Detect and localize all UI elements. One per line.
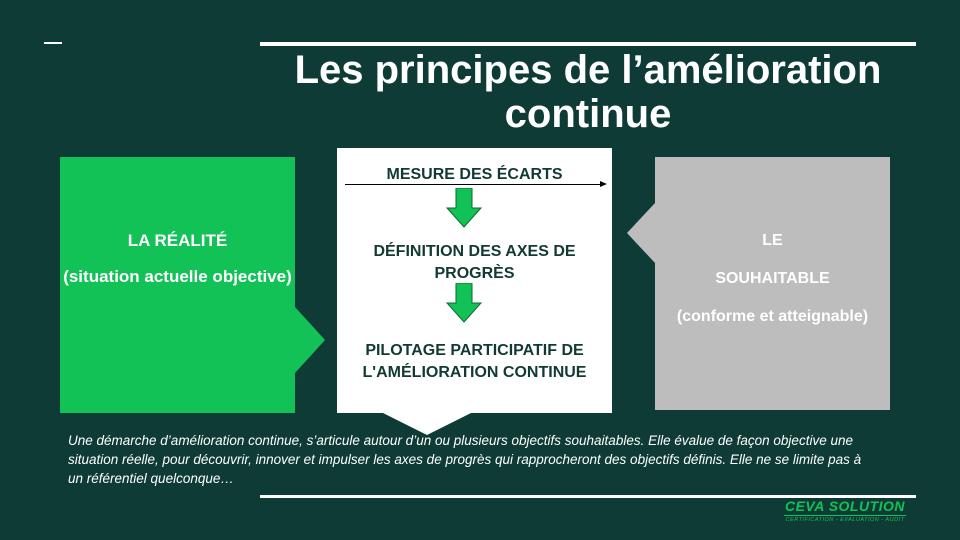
title-top-rule xyxy=(260,42,916,46)
reality-heading: LA RÉALITÉ xyxy=(127,231,228,250)
desirable-line-3: (conforme et atteignable) xyxy=(676,308,869,325)
description-paragraph: Une démarche d’amélioration continue, s’articule autour d’un ou plusieurs objectifs souhaitables. Elle évalue de façon objective une situation réelle, pour découvrir, innover et impulser les axes de progrès qui rapprocheront des objectifs définis. Elle ne se limite pas à un référentiel quelconque… xyxy=(68,433,862,486)
gap-arrow-head-icon xyxy=(600,181,607,187)
down-arrow-icon xyxy=(446,188,482,228)
step-measure-gaps: MESURE DES ÉCARTS xyxy=(386,166,563,183)
logo-name: CEVA SOLUTION xyxy=(784,498,906,514)
down-arrow-icon xyxy=(446,283,482,323)
logo-tagline: CERTIFICATION - EVALUATION - AUDIT xyxy=(785,517,905,523)
gap-arrow-line xyxy=(345,184,603,185)
reality-text xyxy=(60,230,295,302)
reality-pointer xyxy=(295,307,325,373)
slide-title: Les principes de l’amélioration continue xyxy=(294,48,882,136)
step-define-axes: DÉFINITION DES AXES DE PROGRÈS xyxy=(373,243,576,282)
step-participative-steering: PILOTAGE PARTICIPATIF DE L'AMÉLIORATION CONTINUE xyxy=(362,342,587,381)
desirable-line-2: SOUHAITABLE xyxy=(715,270,830,287)
reality-subtitle: (situation actuelle objective) xyxy=(63,267,292,286)
desirable-text xyxy=(650,230,895,344)
company-logo xyxy=(780,498,910,523)
logo-divider xyxy=(784,515,906,516)
desirable-line-1: LE xyxy=(762,232,783,249)
corner-dash xyxy=(44,42,62,44)
